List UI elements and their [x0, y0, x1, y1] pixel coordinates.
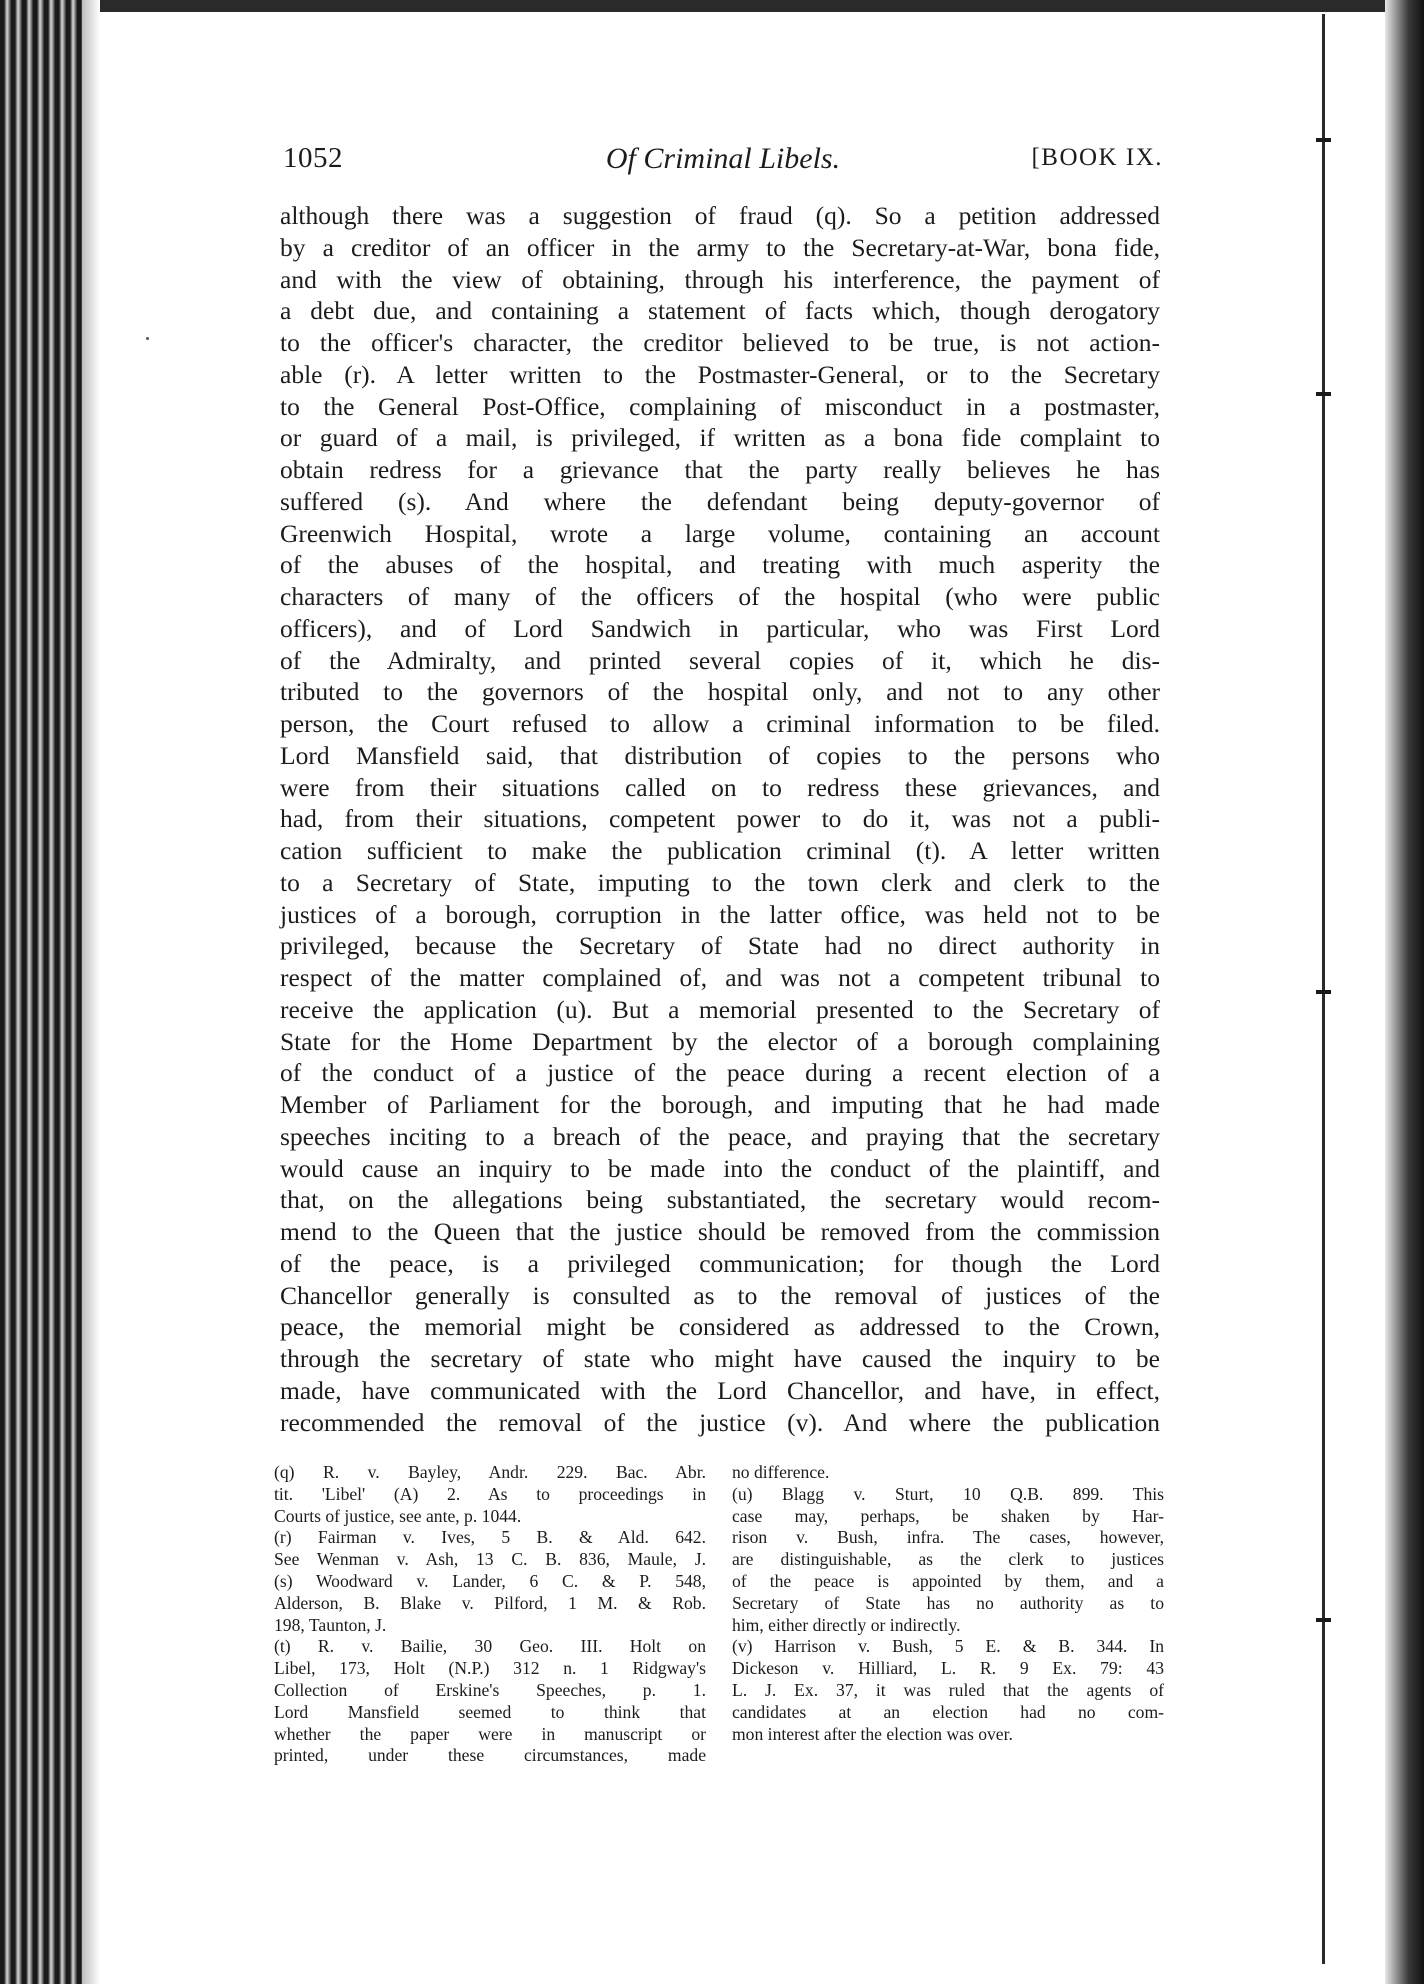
running-title: Of Criminal Libels.	[605, 142, 841, 175]
footnote-line: whether the paper were in manuscript or	[274, 1723, 706, 1744]
footnotes-left-column	[274, 1462, 706, 1767]
footnote-line: (u) Blagg v. Sturt, 10 Q.B. 899. This	[732, 1483, 1164, 1504]
binding-shadow	[82, 0, 100, 1984]
footnote-line: Alderson, B. Blake v. Pilford, 1 M. & Rob.	[274, 1592, 706, 1613]
footnote-line: rison v. Bush, infra. The cases, however,	[732, 1527, 1164, 1548]
body-line: State for the Home Department by the elector of a borough complaining	[280, 1026, 1160, 1056]
footnote-line: (r) Fairman v. Ives, 5 B. & Ald. 642.	[274, 1527, 706, 1548]
body-line: cation sufficient to make the publication criminal (t). A letter written	[280, 836, 1160, 865]
footnote-line: mon interest after the election was over.	[732, 1723, 1013, 1744]
right-margin-tick	[1316, 138, 1331, 142]
body-line: obtain redress for a grievance that the party really believes he has	[280, 455, 1160, 484]
right-margin-rule	[1322, 14, 1325, 1964]
footnote-line: case may, perhaps, be shaken by Har-	[732, 1505, 1164, 1526]
body-line: of the abuses of the hospital, and treating with much asperity the	[280, 550, 1160, 580]
footnote-line: (t) R. v. Bailie, 30 Geo. III. Holt on	[274, 1636, 706, 1657]
footnote-line: See Wenman v. Ash, 13 C. B. 836, Maule, J.	[274, 1549, 706, 1570]
body-line: justices of a borough, corruption in the latter office, was held not to be	[280, 899, 1160, 929]
body-line: tributed to the governors of the hospital only, and not to any other	[280, 677, 1160, 707]
footnote-line: Dickeson v. Hilliard, L. R. 9 Ex. 79: 43	[732, 1658, 1164, 1679]
body-line: to the officer's character, the creditor believed to be true, is not action-	[280, 328, 1160, 357]
right-margin-tick	[1316, 990, 1331, 994]
body-line: and with the view of obtaining, through his interference, the payment of	[280, 264, 1160, 294]
scan-top-border	[0, 0, 1424, 12]
footnote-line: Collection of Erskine's Speeches, p. 1.	[274, 1679, 706, 1700]
footnote-line: no difference.	[732, 1462, 830, 1482]
body-line: person, the Court refused to allow a criminal information to be filed.	[280, 709, 1160, 738]
body-line: would cause an inquiry to be made into the conduct of the plaintiff, and	[280, 1153, 1160, 1183]
body-line: by a creditor of an officer in the army to the Secretary-at-War, bona fide,	[280, 232, 1160, 262]
right-margin-tick	[1316, 1618, 1331, 1622]
body-line: peace, the memorial might be considered as addressed to the Crown,	[280, 1312, 1160, 1342]
footnote-line: him, either directly or indirectly.	[732, 1614, 961, 1635]
body-line: had, from their situations, competent power to do it, was not a publi-	[280, 804, 1160, 834]
body-line: suffered (s). And where the defendant being deputy-governor of	[280, 486, 1160, 516]
body-line: made, have communicated with the Lord Chancellor, and have, in effect,	[280, 1375, 1160, 1405]
body-line: mend to the Queen that the justice should be removed from the commission	[280, 1217, 1160, 1246]
body-line: officers), and of Lord Sandwich in particular, who was First Lord	[280, 613, 1160, 643]
page-number: 1052	[283, 142, 343, 174]
body-line: characters of many of the officers of the hospital (who were public	[280, 582, 1160, 611]
body-line: to the General Post-Office, complaining of misconduct in a postmaster,	[280, 391, 1160, 421]
footnote-line: are distinguishable, as the clerk to justices	[732, 1549, 1164, 1570]
footnote-line: (s) Woodward v. Lander, 6 C. & P. 548,	[274, 1570, 706, 1591]
right-margin-tick	[1316, 392, 1331, 396]
body-line: Lord Mansfield said, that distribution of copies to the persons who	[280, 740, 1160, 770]
footnote-line: of the peace is appointed by them, and a	[732, 1570, 1164, 1591]
body-line: through the secretary of state who might have caused the inquiry to be	[280, 1344, 1160, 1373]
footnote-line: Libel, 173, Holt (N.P.) 312 n. 1 Ridgway's	[274, 1658, 706, 1679]
footnote-line: Courts of justice, see ante, p. 1044.	[274, 1505, 522, 1526]
body-line: Chancellor generally is consulted as to the removal of justices of the	[280, 1280, 1160, 1310]
body-line: of the Admiralty, and printed several copies of it, which he dis-	[280, 645, 1160, 675]
body-line: that, on the allegations being substantiated, the secretary would recom-	[280, 1185, 1160, 1215]
body-line: a debt due, and containing a statement of facts which, though derogatory	[280, 296, 1160, 326]
footnote-line: 198, Taunton, J.	[274, 1614, 387, 1635]
book-label: [BOOK IX.	[1031, 144, 1163, 171]
body-line: receive the application (u). But a memorial presented to the Secretary of	[280, 994, 1160, 1024]
body-line: Member of Parliament for the borough, and imputing that he had made	[280, 1090, 1160, 1119]
footnote-line: (q) R. v. Bayley, Andr. 229. Bac. Abr.	[274, 1462, 706, 1482]
footnote-line: Lord Mansfield seemed to think that	[274, 1701, 706, 1722]
body-line: able (r). A letter written to the Postmaster-General, or to the Secretary	[280, 359, 1160, 389]
body-line: or guard of a mail, is privileged, if written as a bona fide complaint to	[280, 423, 1160, 453]
body-line: privileged, because the Secretary of State had no direct authority in	[280, 931, 1160, 961]
book-binding-edge	[0, 0, 82, 1984]
page-header	[283, 142, 1163, 182]
footnotes-right-column	[732, 1462, 1164, 1745]
body-line: Greenwich Hospital, wrote a large volume, containing an account	[280, 518, 1160, 548]
footnote-line: printed, under these circumstances, made	[274, 1745, 706, 1766]
body-line: were from their situations called on to redress these grievances, and	[280, 772, 1160, 802]
body-line: to a Secretary of State, imputing to the town clerk and clerk to the	[280, 867, 1160, 897]
footnote-line: candidates at an election had no com-	[732, 1701, 1164, 1722]
body-line: recommended the removal of the justice (v). And where the publication	[280, 1407, 1160, 1437]
footnote-line: Secretary of State has no authority as to	[732, 1592, 1164, 1613]
body-line: respect of the matter complained of, and was not a competent tribunal to	[280, 963, 1160, 992]
footnote-line: L. J. Ex. 37, it was ruled that the agents of	[732, 1679, 1164, 1700]
right-page-edge	[1385, 0, 1424, 1984]
scan-speck	[146, 337, 149, 340]
footnote-line: (v) Harrison v. Bush, 5 E. & B. 344. In	[732, 1636, 1164, 1657]
body-line: speeches inciting to a breach of the peace, and praying that the secretary	[280, 1121, 1160, 1151]
footnote-line: tit. 'Libel' (A) 2. As to proceedings in	[274, 1483, 706, 1504]
body-text	[280, 200, 1160, 1438]
body-line: of the conduct of a justice of the peace during a recent election of a	[280, 1058, 1160, 1088]
body-line: although there was a suggestion of fraud (q). So a petition addressed	[280, 201, 1160, 230]
body-line: of the peace, is a privileged communication; for though the Lord	[280, 1248, 1160, 1278]
